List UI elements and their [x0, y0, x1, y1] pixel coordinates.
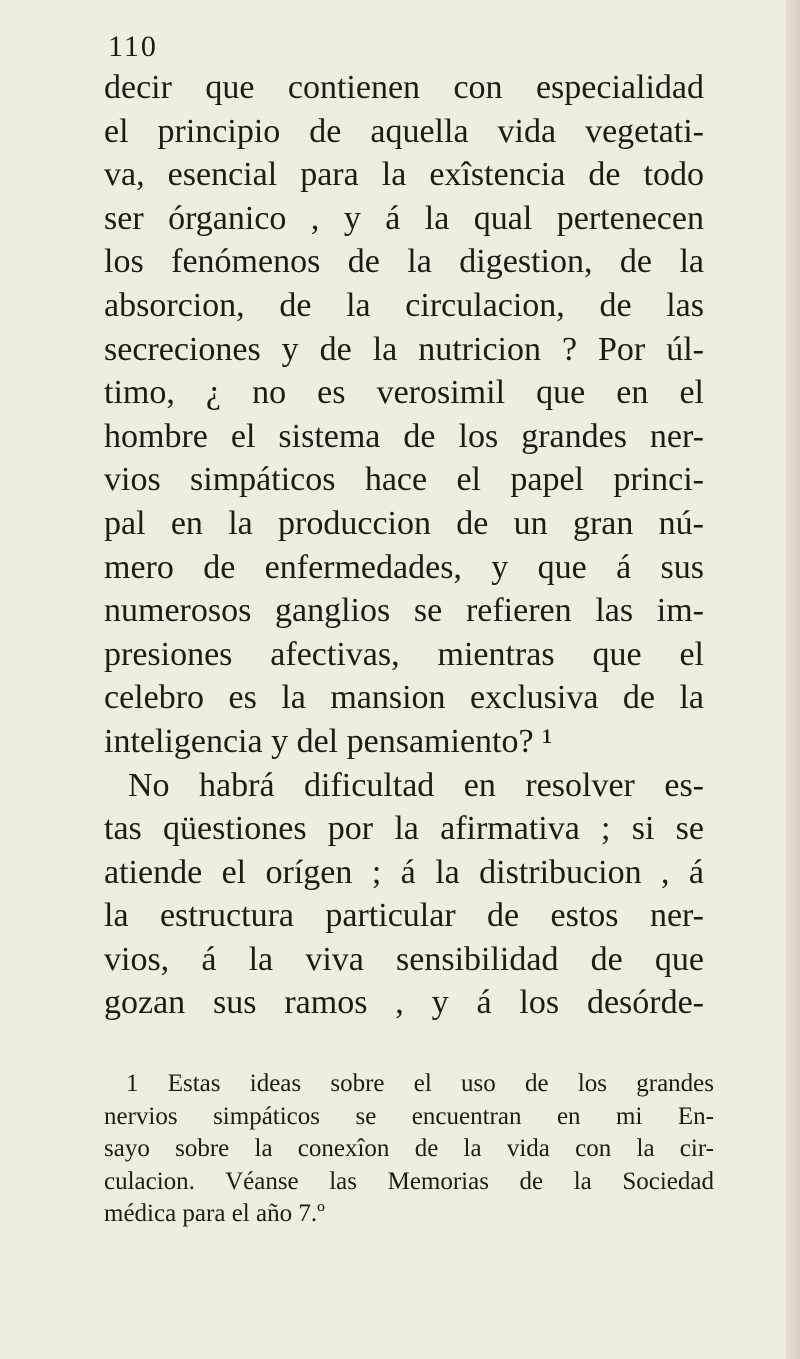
body-line: los fenómenos de la digestion, de la	[104, 243, 704, 281]
body-line: timo, ¿ no es verosimil que en el	[104, 374, 704, 412]
body-line: va, esencial para la exîstencia de todo	[104, 156, 704, 194]
footnote-line: nervios simpáticos se encuentran en mi En-	[104, 1102, 714, 1130]
footnote-line: culacion. Véanse las Memorias de la Sociedad	[104, 1167, 714, 1195]
body-line: tas qüestiones por la afirmativa ; si se	[104, 810, 704, 848]
body-line: numerosos ganglios se refieren las im-	[104, 592, 704, 630]
body-line: secreciones y de la nutricion ? Por úl-	[104, 330, 704, 368]
body-line: pal en la produccion de un gran nú-	[104, 504, 704, 542]
body-line: la estructura particular de estos ner-	[104, 897, 704, 935]
body-line: hombre el sistema de los grandes ner-	[104, 417, 704, 455]
body-line: celebro es la mansion exclusiva de la	[104, 679, 704, 717]
body-line: No habrá dificultad en resolver es-	[128, 766, 704, 804]
page-edge-shadow	[786, 0, 800, 1359]
body-line: atiende el orígen ; á la distribucion , á	[104, 853, 704, 891]
footnote-line: médica para el año 7.º	[104, 1200, 325, 1228]
body-line: gozan sus ramos , y á los desórde-	[104, 984, 704, 1022]
body-line: ser órganico , y á la qual pertenecen	[104, 199, 704, 237]
body-line: vios, á la viva sensibilidad de que	[104, 940, 704, 978]
body-text	[104, 66, 704, 1025]
body-line: el principio de aquella vida vegetati-	[104, 112, 704, 150]
footnote-line: 1 Estas ideas sobre el uso de los grandes	[126, 1070, 714, 1097]
page-number: 110	[108, 30, 158, 63]
body-line: inteligencia y del pensamiento? ¹	[104, 722, 553, 760]
body-line: vios simpáticos hace el papel princi-	[104, 461, 704, 499]
body-line: presiones afectivas, mientras que el	[104, 635, 704, 673]
body-line: decir que contienen con especialidad	[104, 69, 704, 106]
footnote	[104, 1068, 714, 1231]
footnote-line: sayo sobre la conexîon de la vida con la cir-	[104, 1135, 714, 1163]
body-line: absorcion, de la circulacion, de las	[104, 286, 704, 324]
body-line: mero de enfermedades, y que á sus	[104, 548, 704, 586]
